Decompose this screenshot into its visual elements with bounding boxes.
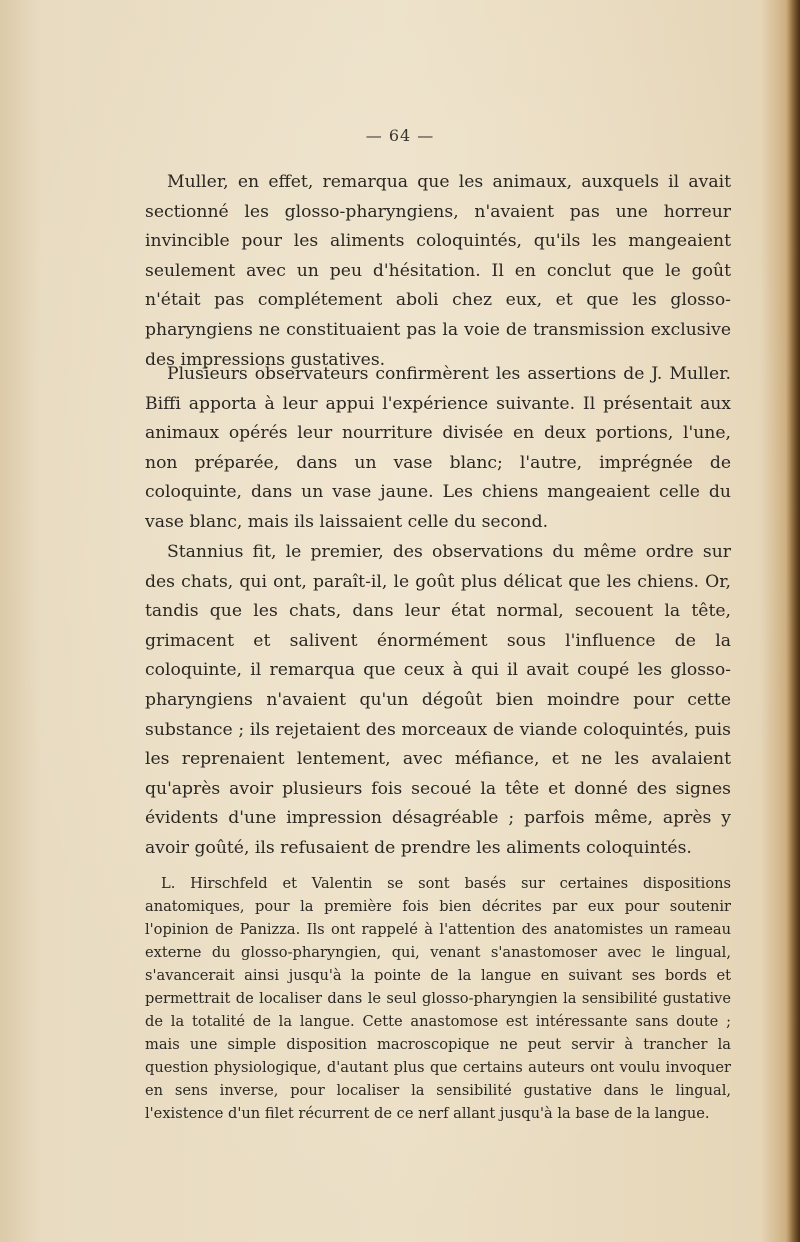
page-number: — 64 — [365, 126, 435, 145]
page-edge-shadow [786, 0, 800, 1242]
paragraph-muller: Muller, en effet, remarqua que les animaux, auxquels il avait sectionné les glosso-pharyngiens, n'avaient pas une horreur invincible pour les aliments coloquintés, qu'ils les mangeaient seulement avec un peu d'hésitation. Il en conclut que le goût n'était pas complétement aboli chez eux, et que les glosso-pharyngiens ne constituaient pas la voie de transmission exclusive des impressions gustatives. [145, 172, 731, 370]
footnote-hirschfeld-valentin: L. Hirschfeld et Valentin se sont basés sur certaines dispositions anatomiques, pour la première fois bien décrites par eux pour soutenir l'opinion de Panizza. Ils ont rappelé à l'attention des anatomistes un rameau externe du glosso-pharyngien, qui, venant s'anastomoser avec le lingual, s'avancerait ainsi jusqu'à la pointe de la langue en suivant ses bords et permettrait de localiser dans le seul glosso-pharyngien la sensibilité gustative de la totalité de la langue. Cette anastomose est intéressante sans doute ; mais une simple disposition macroscopique ne peut servir à trancher la question physiologique, d'autant plus que certains auteurs ont voulu invoquer en sens inverse, pour localiser la sensibilité gustative dans le lingual, l'existence d'un filet récurrent de ce nerf allant jusqu'à la base de la langue. [145, 875, 731, 1122]
paragraph-stannius: Stannius fit, le premier, des observations du même ordre sur des chats, qui ont, paraît-il, le goût plus délicat que les chiens. Or, tandis que les chats, dans leur état normal, secouent la tête, grimacent et salivent énormément sous l'influence de la coloquinte, il remarqua que ceux à qui il avait coupé les glosso-pharyngiens n'avaient qu'un dégoût bien moindre pour cette substance ; ils rejetaient des morceaux de viande coloquintés, puis les reprenaient lentement, avec méfiance, et ne les avalaient qu'après avoir plusieurs fois secoué la tête et donné des signes évidents d'une impression désagréable ; parfois même, après y avoir goûté, ils refusaient de prendre les aliments coloquintés. [145, 542, 731, 858]
paragraph-biffi: Plusieurs observateurs confirmèrent les assertions de J. Muller. Biffi apporta à leur appui l'expérience suivante. Il présentait aux animaux opérés leur nourriture divisée en deux portions, l'une, non préparée, dans un vase blanc; l'autre, imprégnée de coloquinte, dans un vase jaune. Les chiens mangeaient celle du vase blanc, mais ils laissaient celle du second. [145, 364, 731, 532]
